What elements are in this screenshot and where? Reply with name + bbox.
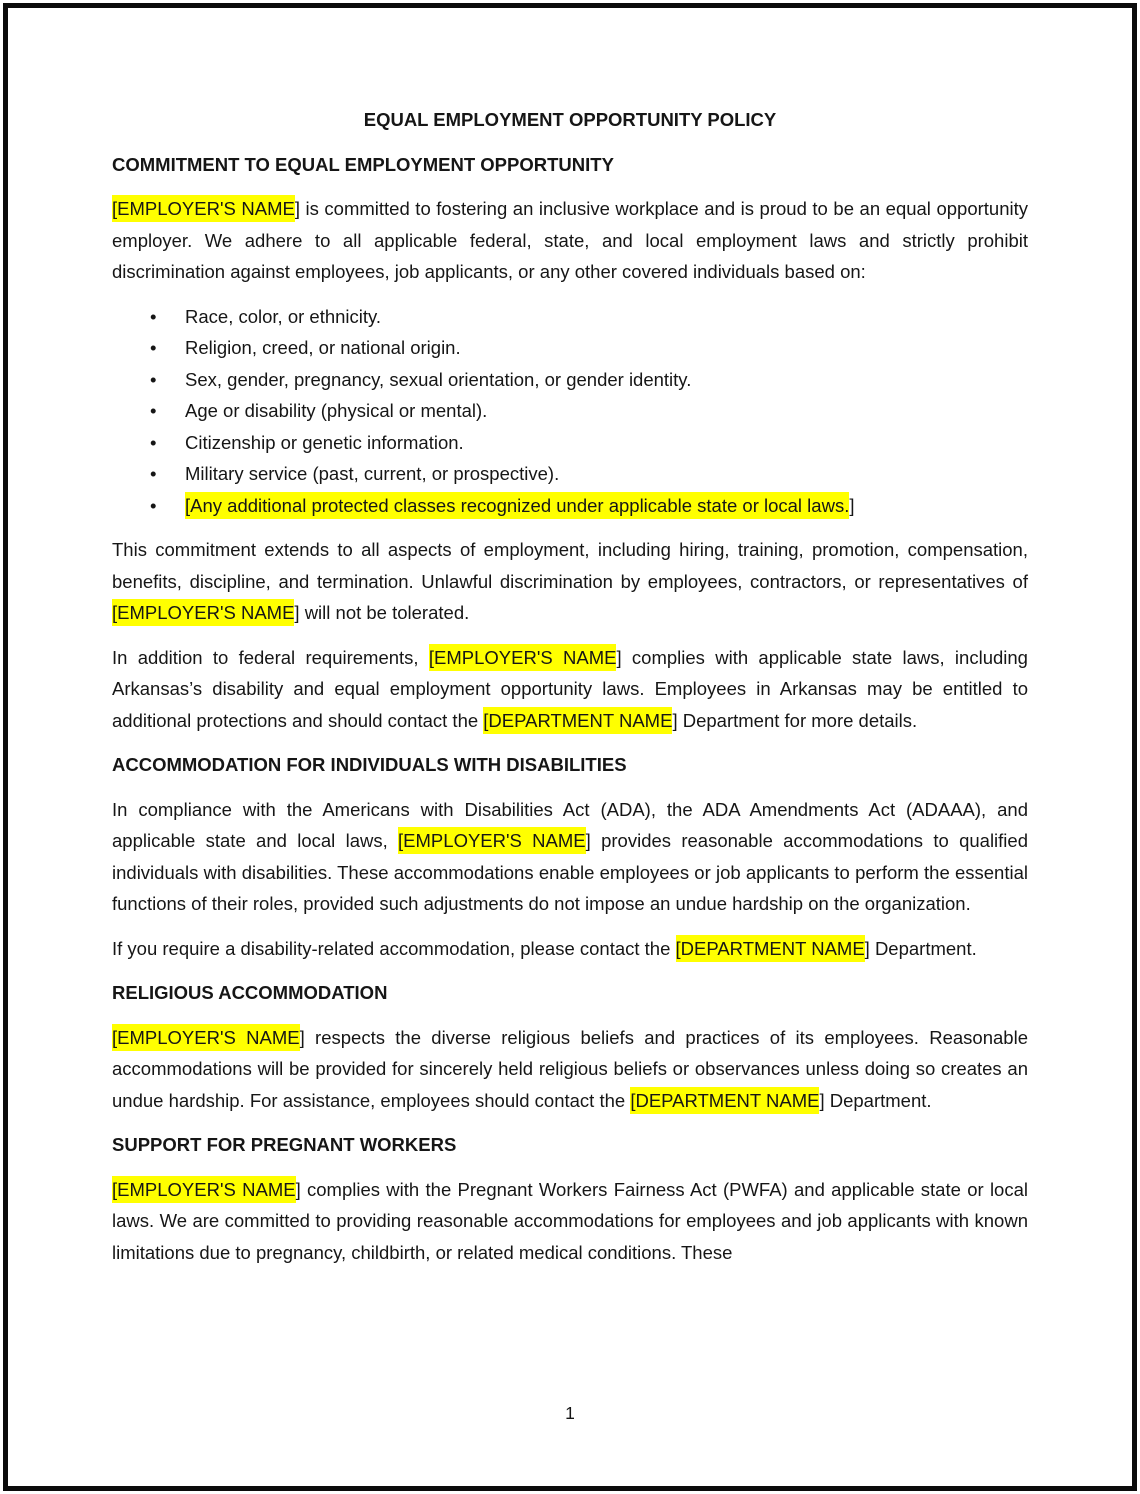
bullet-icon: • xyxy=(150,494,157,516)
paragraph-pregnant-workers xyxy=(112,1174,1028,1269)
department-name-placeholder: [DEPARTMENT NAME xyxy=(483,707,672,734)
bullet-icon: • xyxy=(150,368,157,390)
department-name-placeholder: [DEPARTMENT NAME xyxy=(676,935,865,962)
section-heading-disabilities: ACCOMMODATION FOR INDIVIDUALS WITH DISABILITIES xyxy=(112,754,627,775)
paragraph-text: ] Department. xyxy=(864,937,977,959)
employer-name-placeholder: [EMPLOYER'S NAME xyxy=(429,644,617,671)
page-number: 1 xyxy=(565,1403,575,1423)
paragraph-intro xyxy=(112,193,1028,288)
section-pregnant-workers xyxy=(112,1129,1028,1268)
bullet-item xyxy=(112,301,1028,333)
paragraph-disability-contact xyxy=(112,933,1028,965)
additional-classes-placeholder: [Any additional protected classes recognized under applicable state or local laws. xyxy=(185,492,849,519)
employer-name-placeholder: [EMPLOYER'S NAME xyxy=(112,599,294,626)
paragraph-text: If you require a disability-related accommodation, please contact the xyxy=(112,937,676,959)
paragraph-scope xyxy=(112,534,1028,629)
section-religious xyxy=(112,977,1028,1116)
bullet-icon: • xyxy=(150,337,157,358)
employer-name-placeholder: [EMPLOYER'S NAME xyxy=(112,195,295,222)
paragraph-religious xyxy=(112,1022,1028,1117)
page-content xyxy=(112,104,1028,1281)
paragraph-text: ] Department. xyxy=(819,1089,932,1111)
paragraph-text: In addition to federal requirements, xyxy=(112,646,429,668)
paragraph-text: ] respects the diverse religious beliefs and practices of its employees. Reasonable accommodations will be provided for sincerely held religious beliefs or observances unless doing so creates an undue hardship. For assistance, employees should contact the xyxy=(112,1026,1028,1111)
paragraph-text: ] provides reasonable accommodations to qualified individuals with disabilities. These accommodations enable employees or job applicants to perform the essential functions of their roles, provided such adjustments do not impose an undue hardship on the organization. xyxy=(112,830,1028,914)
document-title: EQUAL EMPLOYMENT OPPORTUNITY POLICY xyxy=(363,109,777,130)
protected-classes-list xyxy=(112,301,1028,522)
bullet-text: Age or disability (physical or mental). xyxy=(185,400,488,421)
paragraph-text: This commitment extends to all aspects of employment, including hiring, training, promotion, compensation, benefits, discipline, and termination. Unlawful discrimination by employees, contractors, or representatives of xyxy=(112,539,1028,592)
paragraph-text: ] complies with applicable state laws, including Arkansas’s disability and equal employment opportunity laws. Employees in Arkansas may be entitled to additional protections and should contact the xyxy=(112,646,1028,731)
section-heading-religious: RELIGIOUS ACCOMMODATION xyxy=(112,982,388,1003)
bullet-item xyxy=(112,364,1028,396)
department-name-placeholder: [DEPARTMENT NAME xyxy=(630,1087,819,1114)
bullet-icon: • xyxy=(150,431,157,453)
section-disabilities xyxy=(112,749,1028,964)
bullet-text: Sex, gender, pregnancy, sexual orientation, or gender identity. xyxy=(185,368,692,390)
section-commitment xyxy=(112,149,1028,737)
bullet-text: Citizenship or genetic information. xyxy=(185,431,464,453)
bullet-icon: • xyxy=(150,463,157,484)
paragraph-text: ] complies with the Pregnant Workers Fairness Act (PWFA) and applicable state or local laws. We are committed to providing reasonable accommodations for employees and job applicants with known limitations due to pregnancy, childbirth, or related medical conditions. These xyxy=(112,1178,1028,1263)
bullet-item xyxy=(112,458,1028,490)
employer-name-placeholder: [EMPLOYER'S NAME xyxy=(112,1024,300,1051)
section-heading-pregnant-workers: SUPPORT FOR PREGNANT WORKERS xyxy=(112,1134,457,1155)
paragraph-text: ] Department for more details. xyxy=(672,709,918,731)
employer-name-placeholder: [EMPLOYER'S NAME xyxy=(398,827,586,854)
section-heading-commitment: COMMITMENT TO EQUAL EMPLOYMENT OPPORTUNITY xyxy=(112,153,614,175)
bullet-text: ] xyxy=(849,494,855,516)
bullet-item xyxy=(112,427,1028,459)
bullet-icon: • xyxy=(150,305,157,327)
paragraph-ada xyxy=(112,794,1028,920)
bullet-text: Race, color, or ethnicity. xyxy=(185,305,382,327)
bullet-item xyxy=(112,395,1028,427)
bullet-icon: • xyxy=(150,400,157,421)
paragraph-text: ] will not be tolerated. xyxy=(294,602,470,623)
bullet-text: Religion, creed, or national origin. xyxy=(185,337,461,358)
bullet-item xyxy=(112,332,1028,364)
paragraph-state-law xyxy=(112,642,1028,737)
paragraph-text: In compliance with the Americans with Disabilities Act (ADA), the ADA Amendments Act (ADAAA), and applicable state and local laws, xyxy=(112,798,1028,851)
employer-name-placeholder: [EMPLOYER'S NAME xyxy=(112,1176,296,1203)
paragraph-text: ] is committed to fostering an inclusive workplace and is proud to be an equal opportunity employer. We adhere to all applicable federal, state, and local employment laws and strictly prohibit discrimination against employees, job applicants, or any other covered individuals based on: xyxy=(112,198,1028,282)
bullet-text: Military service (past, current, or prospective). xyxy=(185,463,560,484)
bullet-item xyxy=(112,490,1028,522)
